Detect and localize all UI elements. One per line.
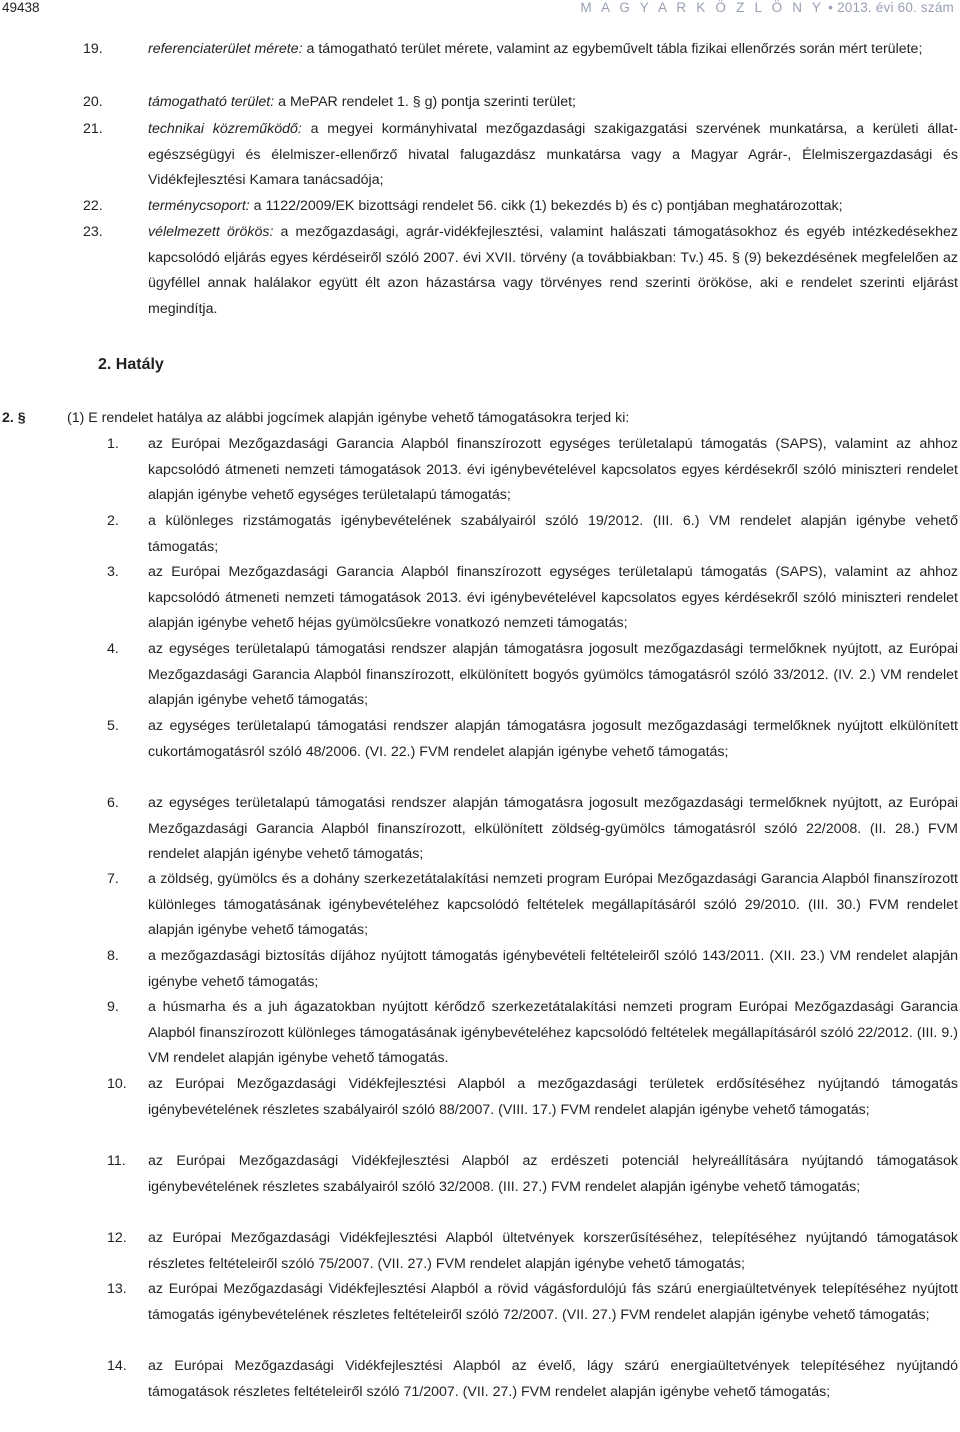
list-item: az Európai Mezőgazdasági Vidékfejlesztési Alapból ültetvények korszerűsítéséhez, telepítéséhez nyújtandó támogatások részletes feltételeiről szóló 75/2007. (VII. 27.) FVM rendelet alapján igénybe vehető támogatás; — [148, 1230, 958, 1272]
list-item-number: 14. — [107, 1358, 127, 1374]
definition-text — [148, 220, 958, 322]
list-item-number: 12. — [107, 1230, 127, 1246]
definition-term: támogatható terület: — [148, 94, 275, 110]
list-item-number: 6. — [107, 795, 119, 811]
list-item-number: 1. — [107, 436, 119, 452]
page-number: 49438 — [2, 0, 40, 15]
separator-dot: • — [828, 0, 834, 15]
list-item: az egységes területalapú támogatási rendszer alapján támogatásra jogosult mezőgazdasági termelőknek nyújtott elkülönített cukortámogatásról szóló 48/2006. (VI. 22.) FVM rendelet alapján igénybe vehető támogatás; — [148, 718, 958, 760]
list-item: a zöldség, gyümölcs és a dohány szerkezetátalakítási nemzeti program Európai Mezőgazdasági Garancia Alapból finanszírozott különleges támogatásának igénybevételéhez kapcsolódó feltételek megállapításáról szóló 29/2010. (III. 30.) FVM rendelet alapján igénybe vehető támogatás; — [148, 871, 958, 938]
definition-text — [148, 90, 958, 116]
list-item: a mezőgazdasági biztosítás díjához nyújtott támogatás igénybevételi feltételeiről szóló 143/2011. (XII. 23.) VM rendelet alapján igénybe vehető támogatás; — [148, 948, 958, 990]
list-item-number: 9. — [107, 999, 119, 1015]
list-item-number: 11. — [107, 1153, 126, 1169]
definition-text — [148, 117, 958, 194]
list-item-number: 2. — [107, 513, 119, 529]
list-item: az Európai Mezőgazdasági Garancia Alapból finanszírozott egységes területalapú támogatás (SAPS), valamint az ahhoz kapcsolódó átmeneti nemzeti támogatások 2013. évi igénybevételével kapcsolatos egyes kérdésekről szóló miniszteri rendelet alapján igénybe vehető héjas gyümölcsűekre vonatkozó nemzeti támogatás; — [148, 564, 958, 631]
definition-term: terménycsoport: — [148, 198, 250, 214]
list-item: az Európai Mezőgazdasági Vidékfejlesztési Alapból az erdészeti potenciál helyreállítására nyújtandó támogatások igénybevételének részletes szabályairól szóló 32/2008. (III. 27.) FVM rendelet alapján igénybe vehető támogatás; — [148, 1153, 958, 1195]
section-heading: 2. Hatály — [98, 356, 164, 373]
list-item: az Európai Mezőgazdasági Vidékfejlesztési Alapból a mezőgazdasági területek erdősítéséhez nyújtandó támogatás igénybevételének részletes szabályairól szóló 88/2007. (VIII. 17.) FVM rendelet alapján igénybe vehető támogatás; — [148, 1076, 958, 1118]
section-number: 2. § — [2, 410, 26, 426]
list-item-number: 7. — [107, 871, 119, 887]
definition-number: 20. — [83, 94, 103, 110]
definition-body: a MePAR rendelet 1. § g) pontja szerinti terület; — [274, 94, 576, 110]
list-item: az egységes területalapú támogatási rendszer alapján támogatásra jogosult mezőgazdasági termelőknek nyújtott, az Európai Mezőgazdasági Garancia Alapból finanszírozott, elkülönített zöldség-gyümölcs támogatásról szóló 22/2008. (II. 28.) FVM rendelet alapján igénybe vehető támogatás; — [148, 795, 958, 862]
definition-number: 19. — [83, 41, 103, 57]
page-header — [0, 0, 960, 16]
list-item: az Európai Mezőgazdasági Garancia Alapból finanszírozott egységes területalapú támogatás (SAPS), valamint az ahhoz kapcsolódó átmeneti nemzeti támogatások 2013. évi igénybevételével kapcsolatos egyes kérdésekről szóló miniszteri rendelet alapján igénybe vehető egységes területalapú támogatás; — [148, 436, 958, 503]
definition-body: a mezőgazdasági, agrár-vidékfejlesztési, valamint halászati támogatásokhoz és egyéb intézkedésekhez kapcsolódó eljárás egyes kérdéseiről szóló 2007. évi XVII. törvény (a továbbiakban: Tv.) 45. § (9) bekezdésének megfelelően az ügyféllel annak halálakor együtt élt azon házastársa vagy törvényes rend szerinti örököse, aki e rendelet szerinti eljárást megindítja. — [148, 224, 958, 317]
definition-term: vélelmezett örökös: — [148, 224, 274, 240]
definition-number: 23. — [83, 224, 103, 240]
list-item: az egységes területalapú támogatási rendszer alapján támogatásra jogosult mezőgazdasági termelőknek nyújtott, az Európai Mezőgazdasági Garancia Alapból finanszírozott, elkülönített bogyós gyümölcs támogatásról szóló 33/2012. (IV. 2.) VM rendelet alapján igénybe vehető támogatás; — [148, 641, 958, 708]
definition-text — [148, 194, 958, 220]
definition-body: a 1122/2009/EK bizottsági rendelet 56. cikk (1) bekezdés b) és c) pontjában meghatározottak; — [249, 198, 843, 214]
list-item: a különleges rizstámogatás igénybevételének szabályairól szóló 19/2012. (III. 6.) VM rendelet alapján igénybe vehető támogatás; — [148, 513, 958, 555]
publication-title: M A G Y A R K Ö Z L Ö N Y — [580, 0, 825, 15]
list-item-number: 5. — [107, 718, 119, 734]
list-item-number: 13. — [107, 1281, 127, 1297]
definition-term: technikai közreműködő: — [148, 121, 302, 137]
list-item-number: 10. — [107, 1076, 127, 1092]
definition-body: a támogatható terület mérete, valamint az egybeművelt tábla fizikai ellenőrzés során mért területe; — [302, 41, 923, 57]
running-head — [580, 0, 954, 16]
definition-number: 21. — [83, 121, 103, 137]
list-item-number: 8. — [107, 948, 119, 964]
list-item: az Európai Mezőgazdasági Vidékfejlesztési Alapból a rövid vágásfordulójú fás szárú energiaültetvények telepítéséhez nyújtott támogatás igénybevételének részletes feltételeiről szóló 72/2007. (VII. 27.) FVM rendelet alapján igénybe vehető támogatás; — [148, 1281, 958, 1323]
definition-body: a megyei kormányhivatal mezőgazdasági szakigazgatási szervének munkatársa, a kerületi állat-egészségügyi és élelmiszer-ellenőrző hivatal falugazdász munkatársa vagy a Magyar Agrár-, Élelmiszergazdasági és Vidékfejlesztési Kamara tanácsadója; — [148, 121, 958, 188]
list-item-number: 3. — [107, 564, 119, 580]
list-item: az Európai Mezőgazdasági Vidékfejlesztési Alapból az évelő, lágy szárú energiaültetvények telepítéséhez nyújtandó támogatások részletes feltételeiről szóló 71/2007. (VII. 27.) FVM rendelet alapján igénybe vehető támogatás; — [148, 1358, 958, 1400]
issue-label: 2013. évi 60. szám — [837, 0, 954, 15]
list-item: a húsmarha és a juh ágazatokban nyújtott kérődző szerkezetátalakítási nemzeti program Európai Mezőgazdasági Garancia Alapból finanszírozott különleges támogatásának igénybevételéhez kapcsolódó feltételek megállapításáról szóló 22/2012. (III. 9.) VM rendelet alapján igénybe vehető támogatás. — [148, 999, 958, 1066]
section-paragraph: (1) E rendelet hatálya az alábbi jogcímek alapján igénybe vehető támogatásokra terjed ki: — [67, 410, 630, 426]
definition-number: 22. — [83, 198, 103, 214]
list-item-number: 4. — [107, 641, 119, 657]
definition-text — [148, 37, 958, 63]
definition-term: referenciaterület mérete: — [148, 41, 303, 57]
